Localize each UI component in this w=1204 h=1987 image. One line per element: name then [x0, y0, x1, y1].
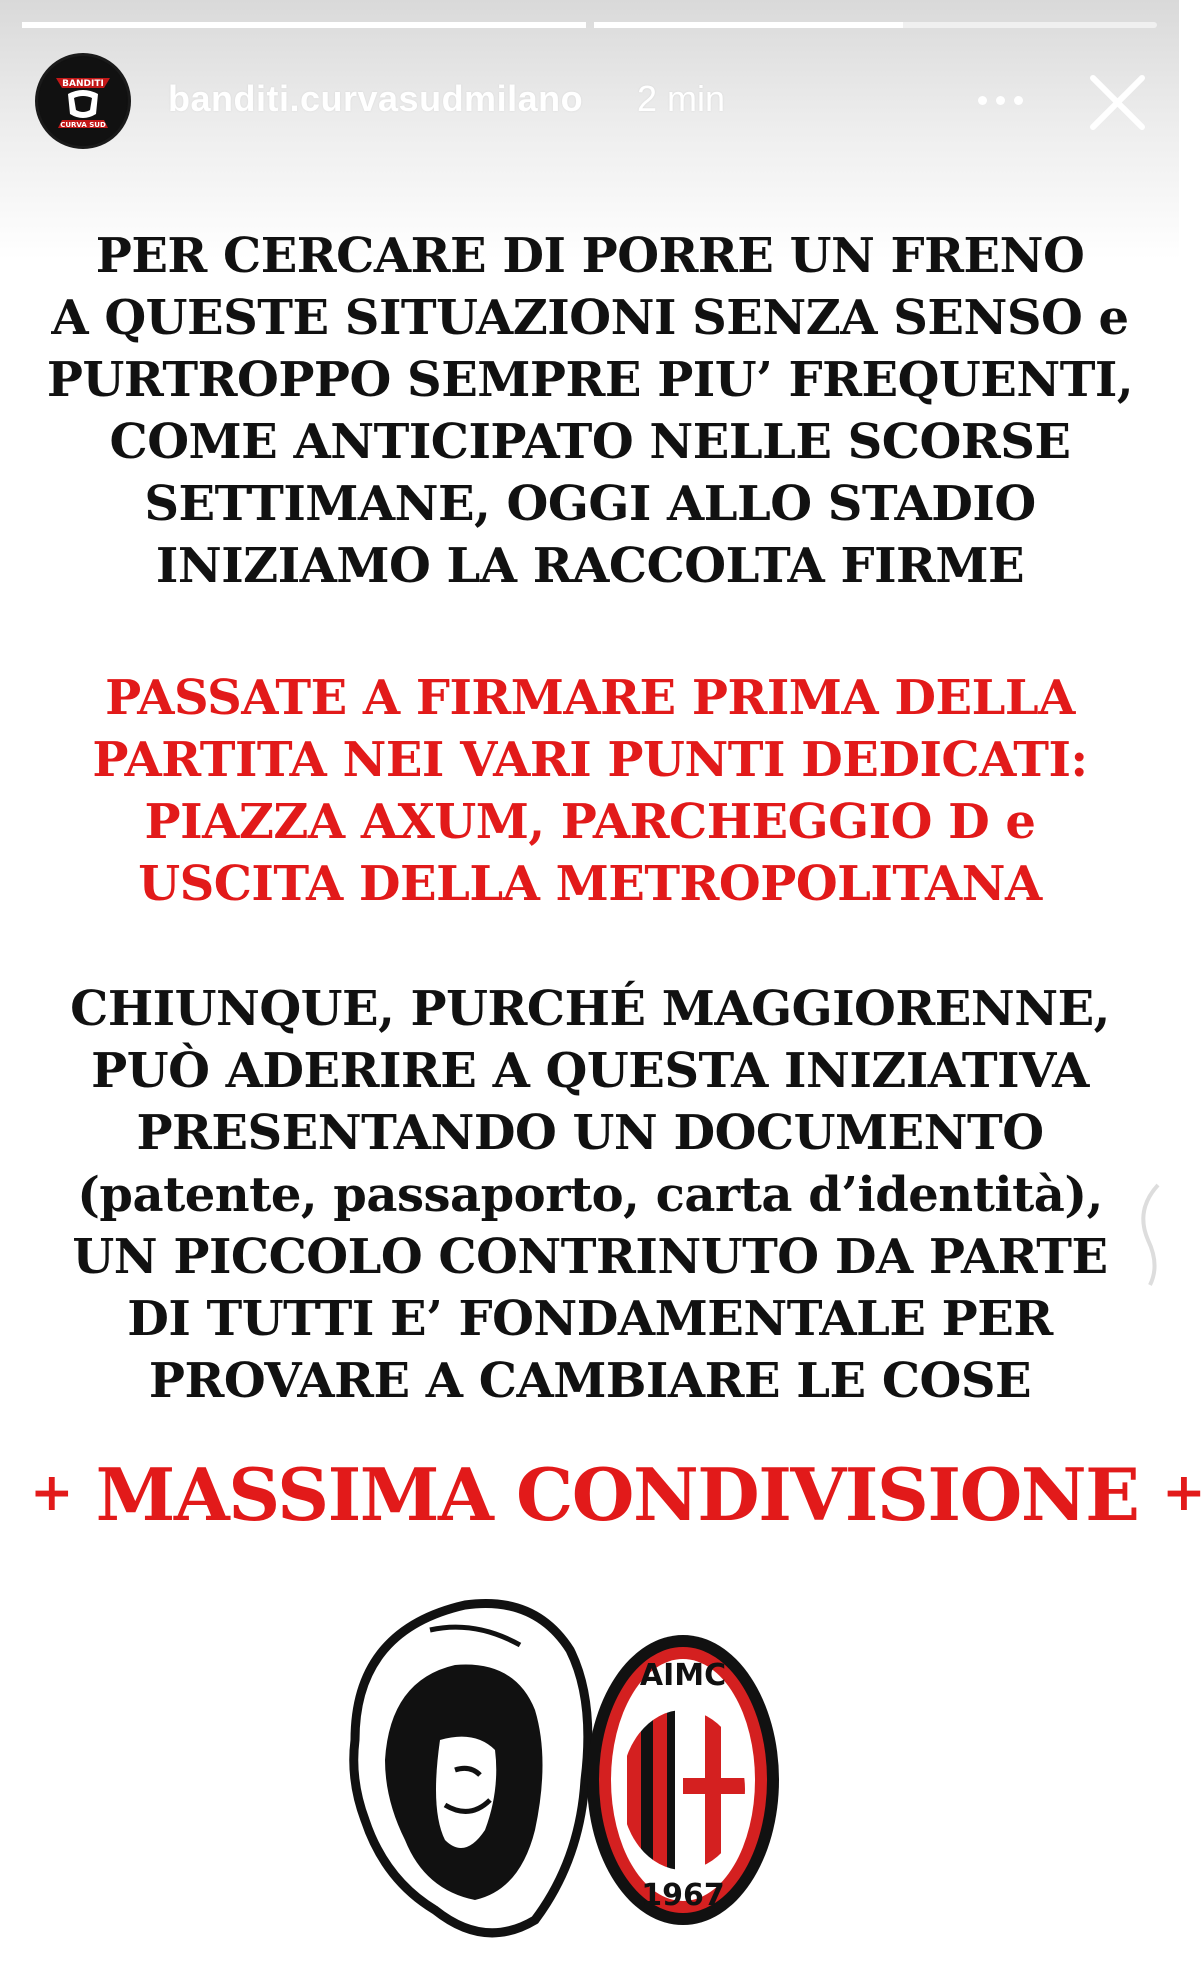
announcement-block-1 — [30, 225, 1150, 597]
avatar[interactable] — [35, 53, 131, 149]
text-line: USCITA DELLA METROPOLITANA — [138, 856, 1042, 912]
plus-symbol-left: + — [30, 1462, 73, 1523]
progress-segment-1 — [22, 22, 586, 28]
more-icon[interactable] — [960, 80, 1040, 120]
text-line: PER CERCARE DI PORRE UN FRENO — [95, 228, 1085, 284]
text-line: PARTITA NEI VARI PUNTI DEDICATI: — [92, 732, 1088, 788]
plus-symbol-right: + — [1162, 1462, 1204, 1523]
announcement-block-2-red — [30, 667, 1150, 915]
crest-text: AIMC — [639, 1658, 727, 1693]
close-icon[interactable] — [1085, 70, 1150, 135]
story-username[interactable]: banditi.curvasudmilano — [168, 78, 584, 119]
closing-text: MASSIMA CONDIVISIONE — [95, 1452, 1139, 1537]
text-line: (patente, passaporto, carta d’identità), — [77, 1167, 1103, 1223]
text-line: PRESENTANDO UN DOCUMENTO — [136, 1105, 1044, 1161]
text-line: COME ANTICIPATO NELLE SCORSE — [109, 414, 1071, 470]
logos-group — [345, 1590, 795, 1950]
text-line: CHIUNQUE, PURCHÉ MAGGIORENNE, — [70, 981, 1110, 1037]
text-line: UN PICCOLO CONTRINUTO DA PARTE — [72, 1229, 1108, 1285]
announcement-block-3 — [30, 978, 1150, 1412]
banditi-logo-icon — [38, 56, 128, 146]
closing-headline — [30, 1448, 1204, 1540]
story-timestamp: 2 min — [637, 78, 726, 119]
hooded-bandit-icon — [354, 1603, 588, 1932]
svg-text:BANDITI: BANDITI — [62, 79, 104, 89]
text-line: PROVARE A CAMBIARE LE COSE — [148, 1353, 1032, 1409]
text-line: PIAZZA AXUM, PARCHEGGIO D e — [144, 794, 1036, 850]
ac-milan-crest-icon — [587, 1635, 779, 1925]
text-line: PUÒ ADERIRE A QUESTA INIZIATIVA — [91, 1043, 1089, 1099]
story-top-gradient — [0, 0, 1179, 260]
text-line: SETTIMANE, OGGI ALLO STADIO — [144, 476, 1036, 532]
edge-handle — [1130, 1180, 1170, 1290]
text-line: PASSATE A FIRMARE PRIMA DELLA — [105, 670, 1075, 726]
text-line: PURTROPPO SEMPRE PIU’ FREQUENTI, — [46, 352, 1134, 408]
text-line: DI TUTTI E’ FONDAMENTALE PER — [127, 1291, 1053, 1347]
story-progress-bar — [22, 22, 1157, 28]
svg-text:CURVA SUD: CURVA SUD — [60, 121, 106, 129]
crest-year: 1967 — [641, 1878, 725, 1913]
progress-segment-2 — [594, 22, 1158, 28]
text-line: INIZIAMO LA RACCOLTA FIRME — [155, 538, 1025, 594]
text-line: A QUESTE SITUAZIONI SENZA SENSO e — [51, 290, 1129, 346]
